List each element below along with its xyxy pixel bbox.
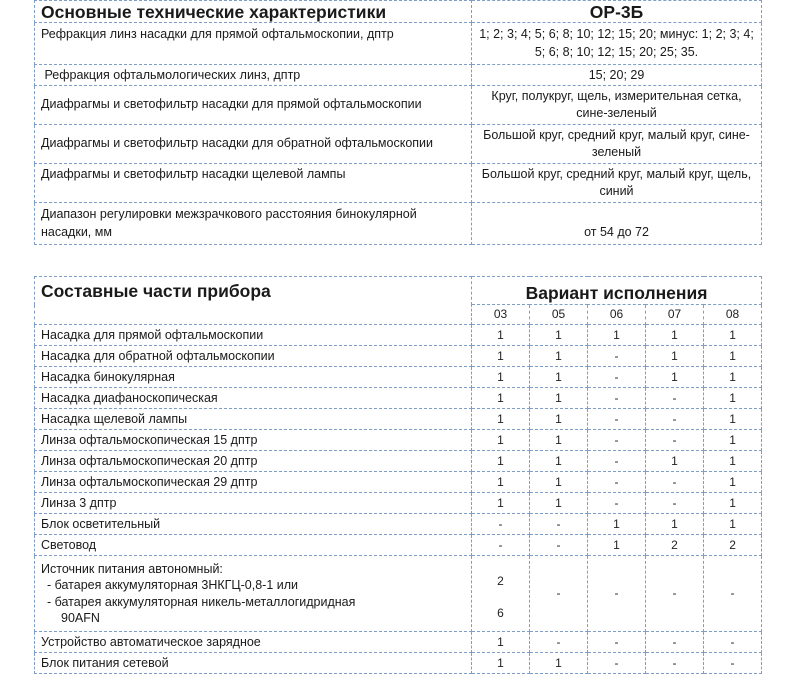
variant-header: Вариант исполнения [472, 277, 762, 305]
spec-row [35, 203, 762, 245]
part-label: Линза офтальмоскопическая 15 дптр [35, 430, 472, 451]
part-qty: - [472, 514, 530, 535]
spec-row [35, 125, 762, 164]
part-qty: 1 [704, 388, 762, 409]
spec-row [35, 164, 762, 203]
part-row [35, 409, 762, 430]
spec-value: Большой круг, средний круг, малый круг, щель, синий [472, 164, 762, 203]
part-row [35, 653, 762, 674]
part-qty: - [588, 556, 646, 632]
part-row [35, 514, 762, 535]
spec-label: Диафрагмы и светофильтр насадки для прямой офтальмоскопии [35, 86, 472, 125]
part-label: Линза офтальмоскопическая 29 дптр [35, 472, 472, 493]
part-label: Насадка щелевой лампы [35, 409, 472, 430]
part-qty: 1 [646, 451, 704, 472]
power-source-title: Источник питания автономный: [41, 561, 223, 576]
part-label: Насадка для прямой офтальмоскопии [35, 325, 472, 346]
power-source-row [35, 556, 762, 632]
part-label: Насадка бинокулярная [35, 367, 472, 388]
part-label: Линза офтальмоскопическая 20 дптр [35, 451, 472, 472]
spec-value: 15; 20; 29 [472, 65, 762, 86]
part-qty: 1 [646, 367, 704, 388]
part-qty: - [472, 535, 530, 556]
part-qty: 1 [704, 472, 762, 493]
part-label: Насадка для обратной офтальмоскопии [35, 346, 472, 367]
part-qty: 1 [472, 451, 530, 472]
part-qty: - [704, 653, 762, 674]
part-qty: 1 [472, 325, 530, 346]
part-label: Насадка диафаноскопическая [35, 388, 472, 409]
specs-header-row [35, 1, 762, 23]
part-qty: - [646, 556, 704, 632]
part-label: Световод [35, 535, 472, 556]
part-qty: 1 [472, 632, 530, 653]
spec-label: Рефракция офтальмологических линз, дптр [35, 65, 472, 86]
part-qty: - [530, 632, 588, 653]
part-qty: 1 [704, 430, 762, 451]
part-row [35, 493, 762, 514]
part-qty: 1 [530, 493, 588, 514]
part-qty: 1 [704, 514, 762, 535]
part-qty: 1 [704, 346, 762, 367]
part-qty: 1 [588, 535, 646, 556]
part-row [35, 632, 762, 653]
part-qty: 1 [530, 325, 588, 346]
part-qty: - [588, 472, 646, 493]
spec-value: от 54 до 72 [472, 203, 762, 245]
variant-code: 03 [472, 305, 530, 325]
power-source-label [35, 556, 472, 632]
part-qty: - [704, 556, 762, 632]
part-qty: - [646, 472, 704, 493]
part-label: Устройство автоматическое зарядное [35, 632, 472, 653]
variant-code: 07 [646, 305, 704, 325]
specs-table [34, 0, 762, 245]
spec-value: Большой круг, средний круг, малый круг, сине-зеленый [472, 125, 762, 164]
part-row [35, 430, 762, 451]
part-qty: - [588, 346, 646, 367]
variant-code: 06 [588, 305, 646, 325]
part-qty: 1 [704, 451, 762, 472]
power-qty-b: 6 [497, 605, 504, 620]
part-qty: 1 [472, 367, 530, 388]
part-qty: 1 [530, 346, 588, 367]
part-qty: - [646, 409, 704, 430]
spec-value: Круг, полукруг, щель, измерительная сетка, сине-зеленый [472, 86, 762, 125]
part-qty: 1 [704, 325, 762, 346]
part-row [35, 388, 762, 409]
part-qty: 1 [704, 367, 762, 388]
part-qty: 1 [704, 493, 762, 514]
part-qty: 2 [646, 535, 704, 556]
part-qty: - [588, 367, 646, 388]
variant-code: 05 [530, 305, 588, 325]
spec-row [35, 23, 762, 65]
part-qty: - [588, 388, 646, 409]
part-qty: 1 [588, 514, 646, 535]
part-qty: 1 [530, 388, 588, 409]
part-qty: - [646, 653, 704, 674]
part-qty: 1 [530, 653, 588, 674]
spec-label: Диафрагмы и светофильтр насадки для обратной офтальмоскопии [35, 125, 472, 164]
spec-value: 1; 2; 3; 4; 5; 6; 8; 10; 12; 15; 20; минус: 1; 2; 3; 4; 5; 6; 8; 10; 12; 15; 20; 25; 35. [472, 23, 762, 65]
power-qty-a: 2 [497, 573, 504, 588]
part-label: Блок питания сетевой [35, 653, 472, 674]
spec-row [35, 65, 762, 86]
power-source-option: - батарея аккумуляторная 3НКГЦ-0,8-1 или [47, 578, 299, 592]
parts-header-row [35, 277, 762, 305]
part-qty: - [530, 556, 588, 632]
part-qty: 1 [472, 472, 530, 493]
part-qty: 1 [472, 388, 530, 409]
part-qty: - [704, 632, 762, 653]
part-qty: 1 [530, 367, 588, 388]
spec-row [35, 86, 762, 125]
part-qty: - [588, 653, 646, 674]
part-qty: - [588, 409, 646, 430]
part-row [35, 451, 762, 472]
part-qty: - [588, 493, 646, 514]
power-source-option: - батарея аккумуляторная никель-металлогидридная [47, 594, 356, 609]
part-label: Линза 3 дптр [35, 493, 472, 514]
part-qty: 1 [530, 451, 588, 472]
parts-table [34, 276, 762, 674]
part-qty: - [646, 430, 704, 451]
part-qty: 1 [646, 346, 704, 367]
part-qty: 1 [704, 409, 762, 430]
part-qty: - [588, 430, 646, 451]
part-qty: - [646, 493, 704, 514]
part-qty: 1 [472, 346, 530, 367]
part-qty: - [588, 451, 646, 472]
part-qty: 1 [646, 325, 704, 346]
part-qty: 1 [530, 430, 588, 451]
specs-header-title: Основные технические характеристики [35, 1, 472, 23]
part-row [35, 367, 762, 388]
part-qty: 1 [472, 653, 530, 674]
part-qty [472, 556, 530, 632]
part-qty: 2 [704, 535, 762, 556]
part-qty: - [530, 535, 588, 556]
part-qty: 1 [588, 325, 646, 346]
power-source-option-cont: 90AFN [61, 611, 100, 625]
part-label: Блок осветительный [35, 514, 472, 535]
part-qty: 1 [472, 430, 530, 451]
spec-label: Рефракция линз насадки для прямой офтальмоскопии, дптр [35, 23, 472, 65]
part-qty: - [646, 388, 704, 409]
part-row [35, 346, 762, 367]
part-row [35, 472, 762, 493]
spec-label: Диапазон регулировки межзрачкового расстояния бинокулярной насадки, мм [35, 203, 472, 245]
part-row [35, 325, 762, 346]
specs-header-model: ОР-3Б [472, 1, 762, 23]
part-qty: 1 [646, 514, 704, 535]
part-qty: - [530, 514, 588, 535]
part-row [35, 535, 762, 556]
part-qty: 1 [472, 409, 530, 430]
parts-header-title: Составные части прибора [35, 277, 472, 325]
part-qty: 1 [472, 493, 530, 514]
part-qty: - [588, 632, 646, 653]
part-qty: 1 [530, 472, 588, 493]
variant-code: 08 [704, 305, 762, 325]
spec-label: Диафрагмы и светофильтр насадки щелевой лампы [35, 164, 472, 203]
part-qty: - [646, 632, 704, 653]
part-qty: 1 [530, 409, 588, 430]
